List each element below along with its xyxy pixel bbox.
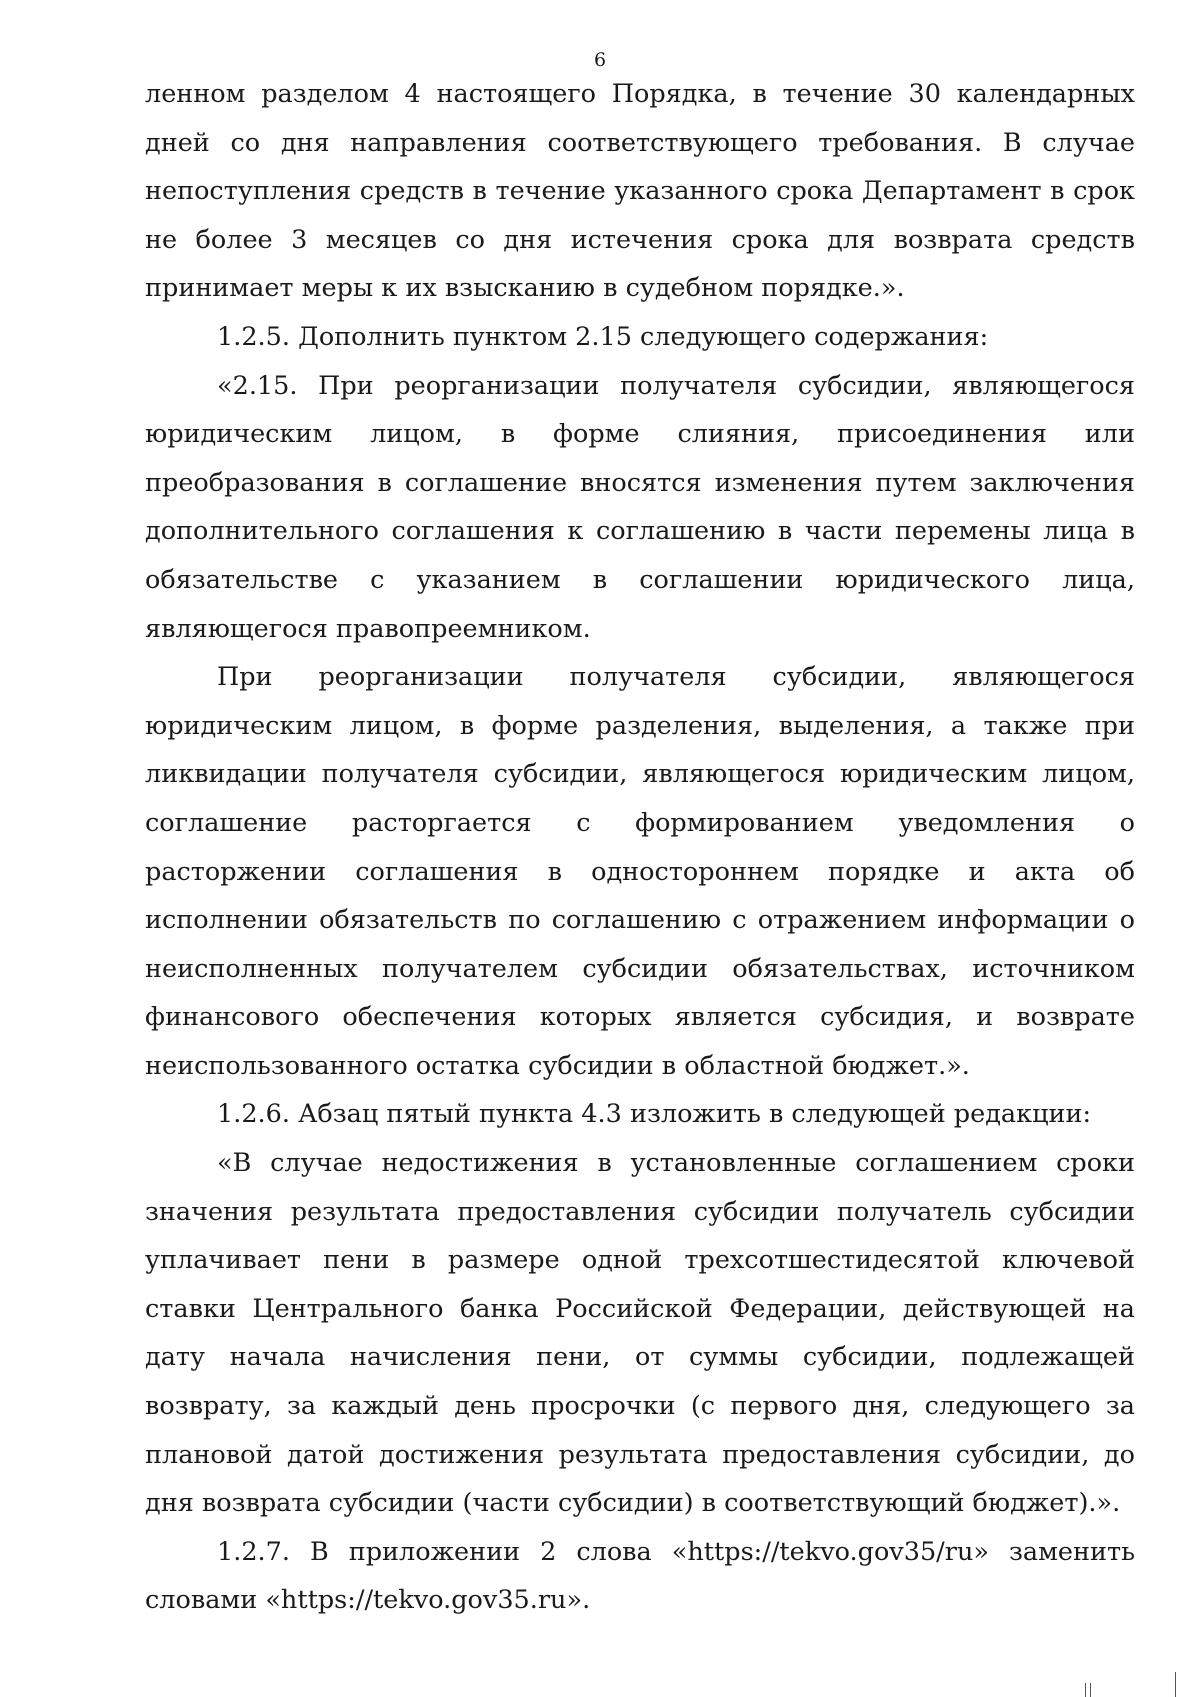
scan-artifact-mark — [1085, 1683, 1086, 1697]
paragraph-item-1-2-7: 1.2.7. В приложении 2 слова «https://tekvo.gov35/ru» заменить словами «https://tekvo.gov35.ru». — [145, 1536, 1135, 1616]
paragraph-reorganization: При реорганизации получателя субсидии, являющегося юридическим лицом, в форме разделения, выделения, а также при ликвидации получателя субсидии, являющегося юридическим лицом, соглашение расторгается с формированием уведомления о расторжении соглашения в одностороннем порядке и акта об исполнении обязательств по соглашению с отражением информации о неисполненных получателем субсидии обязательствах, источником финансового обеспечения которых является субсидия, и возврате неиспользованного остатка субсидии в областной бюджет.». — [145, 662, 1135, 1081]
document-body — [145, 70, 1135, 1625]
paragraph-continuation: ленном разделом 4 настоящего Порядка, в течение 30 календарных дней со дня направления соответствующего требования. В случае непоступления средств в течение указанного срока Департамент в срок не более 3 месяцев со дня истечения срока для возврата средств принимает меры к их взысканию в судебном порядке.». — [145, 79, 1135, 304]
paragraph-clause-2-15: «2.15. При реорганизации получателя субсидии, являющегося юридическим лицом, в форме слияния, присоединения или преобразования в соглашение вносятся изменения путем заключения дополнительного соглашения к соглашению в части перемены лица в обязательстве с указанием в соглашении юридического лица, являющегося правопреемником. — [145, 370, 1135, 644]
paragraph-penalty: «В случае недостижения в установленные соглашением сроки значения результата предоставления субсидии получатель субсидии уплачивает пени в размере одной трехсотшестидесятой ключевой ставки Центрального банка Российской Федерации, действующей на дату начала начисления пени, от суммы субсидии, подлежащей возврату, за каждый день просрочки (с первого дня, следующего за плановой датой достижения результата предоставления субсидии, до дня возврата субсидии (части субсидии) в соответствующий бюджет).». — [145, 1148, 1135, 1519]
scan-artifact-mark — [1175, 1672, 1176, 1697]
page-number: 6 — [593, 49, 607, 71]
paragraph-item-1-2-5: 1.2.5. Дополнить пунктом 2.15 следующего содержания: — [217, 321, 989, 352]
paragraph-item-1-2-6: 1.2.6. Абзац пятый пункта 4.3 изложить в следующей редакции: — [217, 1099, 1092, 1130]
scan-artifact-mark — [1090, 1683, 1091, 1697]
